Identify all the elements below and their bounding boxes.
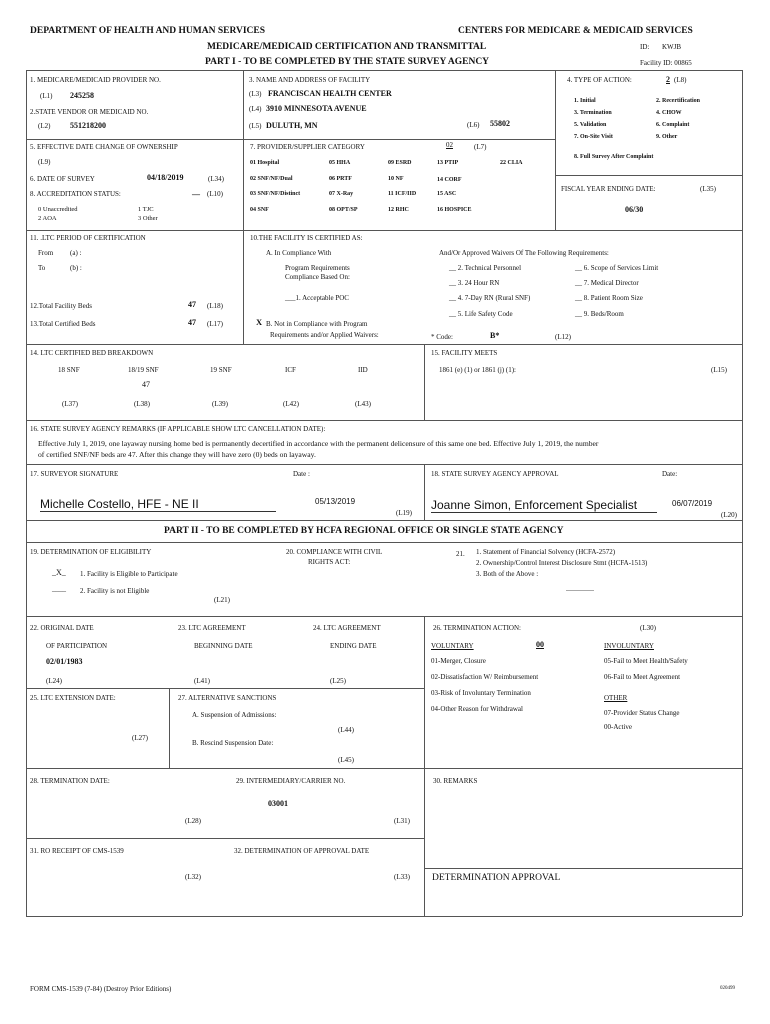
category-opt: 16 HOSPICE	[437, 207, 472, 213]
agency-approval-label: 18. STATE SURVEY AGENCY APPROVAL	[431, 470, 559, 478]
termination-date-code: (L28)	[185, 817, 201, 825]
survey-date-value: 04/18/2019	[147, 173, 184, 182]
agency-date: 06/07/2019	[672, 499, 713, 508]
ltc-from-a: (a) :	[70, 249, 82, 257]
ltc-to-b: (b) :	[70, 264, 82, 272]
voluntary-opt: 02-Dissatisfaction W/ Reimbursement	[431, 673, 539, 681]
provider-no-label: 1. MEDICARE/MEDICAID PROVIDER NO.	[30, 76, 161, 84]
bed-value: 47	[142, 380, 150, 389]
certified-as-label: 10.THE FACILITY IS CERTIFIED AS:	[250, 234, 363, 242]
survey-date-code: (L34)	[208, 175, 224, 183]
provider-category-label: 7. PROVIDER/SUPPLIER CATEGORY	[250, 143, 365, 151]
noncompliance-b2: Requirements and/or Applied Waivers:	[270, 331, 379, 339]
civil-rights-label-2: RIGHTS ACT:	[308, 558, 351, 566]
agency-signature: Joanne Simon, Enforcement Specialist	[431, 498, 657, 513]
alt-sanction-b: B. Rescind Suspension Date:	[192, 739, 274, 747]
not-eligible-mark: ____	[52, 585, 66, 593]
code-label: * Code:	[431, 333, 453, 341]
category-opt: 08 OPT/SP	[329, 207, 358, 213]
waivers-label: And/Or Approved Waivers Of The Following Requirements:	[439, 249, 609, 257]
facility-id: Facility ID: 00865	[640, 59, 692, 67]
action-opt: 3. Termination	[574, 110, 612, 116]
category-opt: 15 ASC	[437, 191, 457, 197]
dept-heading: DEPARTMENT OF HEALTH AND HUMAN SERVICES	[30, 26, 266, 36]
voluntary-opt: 01-Merger, Closure	[431, 657, 486, 665]
ltc-ext-label: 25. LTC EXTENSION DATE:	[30, 694, 116, 702]
surveyor-code: (L19)	[396, 509, 412, 517]
total-beds-label: 12.Total Facility Beds	[30, 302, 92, 310]
accreditation-opt: 1 TJC	[138, 206, 154, 213]
bed-code: (L42)	[283, 400, 299, 408]
waiver-item: __ 2. Technical Personnel	[449, 264, 522, 272]
voluntary-opt: 04-Other Reason for Withdrawal	[431, 705, 523, 713]
program-req: Program Requirements	[285, 264, 350, 272]
other-opt: 00-Active	[604, 723, 632, 731]
action-opt: 4. CHOW	[656, 110, 682, 116]
eligibility-code: (L21)	[214, 596, 230, 604]
facility-l5-code: (L5)	[249, 122, 262, 130]
remarks-30-label: 30. REMARKS	[433, 777, 478, 785]
other-label: OTHER	[604, 694, 628, 702]
remarks-line-1: Effective July 1, 2019, one layaway nursing home bed is permanently decertified in accordance with the permanent delicensure of this same one bed. Effective July 1, 2019, the number	[38, 439, 599, 448]
original-date-code: (L24)	[46, 677, 62, 685]
vendor-no-code: (L2)	[38, 122, 51, 130]
vendor-no-label: 2.STATE VENDOR OR MEDICAID NO.	[30, 108, 149, 116]
certified-beds-code: (L17)	[207, 320, 223, 328]
facility-meets-text: 1861 (e) (1) or 1861 (j) (1):	[439, 366, 516, 374]
facility-l3-code: (L3)	[249, 90, 262, 98]
ltc-beds-label: 14. LTC CERTIFIED BED BREAKDOWN	[30, 349, 154, 357]
acceptable-poc: ___1. Acceptable POC	[285, 294, 349, 302]
remarks-line-2: of certified SNF/NF beds are 47. After this change they will have zero (0) beds on layaway.	[38, 450, 316, 459]
action-opt: 2. Recertification	[656, 98, 700, 104]
facility-name: FRANCISCAN HEALTH CENTER	[268, 89, 392, 98]
ltc-begin-sub: BEGINNING DATE	[194, 642, 253, 650]
item21-option: 2. Ownership/Control Interest Disclosure Stmt (HCFA-1513)	[476, 559, 648, 567]
waiver-item: __ 4. 7-Day RN (Rural SNF)	[449, 294, 531, 302]
form-title: MEDICARE/MEDICAID CERTIFICATION AND TRANSMITTAL	[207, 42, 487, 52]
original-date-sub: OF PARTICIPATION	[46, 642, 108, 650]
id-label: ID:	[640, 43, 650, 51]
not-eligible-option: 2. Facility is not Eligible	[80, 587, 150, 595]
survey-date-label: 6. DATE OF SURVEY	[30, 175, 95, 183]
provider-category-value: 02	[446, 141, 453, 149]
approval-date-label: 32. DETERMINATION OF APPROVAL DATE	[234, 847, 370, 855]
facility-zip: 55802	[490, 119, 510, 128]
item21-option: 1. Statement of Financial Solvency (HCFA-2572)	[476, 548, 616, 556]
bed-code: (L39)	[212, 400, 228, 408]
other-opt: 07-Provider Status Change	[604, 709, 680, 717]
eligible-mark: _X_	[52, 568, 66, 577]
ltc-end-code: (L25)	[330, 677, 346, 685]
fiscal-year-label: FISCAL YEAR ENDING DATE:	[561, 185, 656, 193]
carrier-value: 03001	[268, 799, 288, 808]
waiver-item: __ 3. 24 Hour RN	[449, 279, 500, 287]
termination-date-label: 28. TERMINATION DATE:	[30, 777, 110, 785]
remarks-label: 16. STATE SURVEY AGENCY REMARKS (IF APPLICABLE SHOW LTC CANCELLATION DATE):	[30, 425, 326, 433]
category-opt: 03 SNF/NF/Distinct	[250, 191, 301, 197]
accreditation-opt: 0 Unaccredited	[38, 206, 78, 213]
category-opt: 14 CORF	[437, 177, 462, 183]
alt-l45: (L45)	[338, 756, 354, 764]
ro-receipt-label: 31. RO RECEIPT OF CMS-1539	[30, 847, 124, 855]
action-type-label: 4. TYPE OF ACTION:	[567, 76, 632, 84]
bed-col: ICF	[285, 366, 296, 374]
footer-number: 020499	[720, 986, 735, 991]
ltc-end-label: 24. LTC AGREEMENT	[313, 624, 381, 632]
category-opt: 09 ESRD	[388, 160, 412, 166]
provider-no-value: 245258	[70, 91, 94, 100]
determination-approval: DETERMINATION APPROVAL	[432, 873, 561, 883]
ltc-to-label: To	[38, 264, 46, 272]
action-opt: 7. On-Site Visit	[574, 134, 613, 140]
surveyor-signature: Michelle Costello, HFE - NE II	[40, 497, 276, 512]
category-opt: 06 PRTF	[329, 176, 352, 182]
bed-code: (L43)	[355, 400, 371, 408]
action-opt: 1. Initial	[574, 98, 596, 104]
part2-heading: PART II - TO BE COMPLETED BY HCFA REGIONAL OFFICE OR SINGLE STATE AGENCY	[164, 526, 564, 536]
waiver-item: __ 6. Scope of Services Limit	[575, 264, 659, 272]
ltc-ext-code: (L27)	[132, 734, 148, 742]
accreditation-label: 8. ACCREDITATION STATUS:	[30, 190, 121, 198]
footer-form: FORM CMS-1539 (7-84) (Destroy Prior Editions)	[30, 985, 172, 993]
category-opt: 10 NF	[388, 176, 404, 182]
action-opt: 9. Other	[656, 134, 678, 140]
eligible-option: 1. Facility is Eligible to Participate	[80, 570, 178, 578]
vendor-no-value: 551218200	[70, 121, 106, 130]
bed-col: 18 SNF	[58, 366, 80, 374]
waiver-item: __ 9. Beds/Room	[575, 310, 624, 318]
involuntary-opt: 06-Fail to Meet Agreement	[604, 673, 681, 681]
action-opt: 5. Validation	[574, 122, 607, 128]
id-value: KWJB	[662, 43, 682, 51]
involuntary-label: INVOLUNTARY	[604, 642, 654, 650]
bed-code: (L38)	[134, 400, 150, 408]
fiscal-year-value: 06/30	[625, 205, 644, 214]
carrier-label: 29. INTERMEDIARY/CARRIER NO.	[236, 777, 346, 785]
action-opt: 6. Complaint	[656, 122, 690, 128]
ltc-from-label: From	[38, 249, 54, 257]
original-date-label: 22. ORIGINAL DATE	[30, 624, 94, 632]
action-type-value: 2	[666, 75, 670, 84]
surveyor-date: 05/13/2019	[315, 497, 356, 506]
alt-sanction-a: A. Suspension of Admissions:	[192, 711, 277, 719]
category-opt: 05 HHA	[329, 160, 351, 166]
facility-meets-code: (L15)	[711, 366, 727, 374]
waiver-item: __ 5. Life Safety Code	[449, 310, 513, 318]
cms-heading: CENTERS FOR MEDICARE & MEDICAID SERVICES	[458, 26, 693, 36]
fiscal-year-code: (L35)	[700, 185, 716, 193]
surveyor-date-label: Date :	[293, 470, 310, 478]
action-opt: 8. Full Survey After Complaint	[574, 154, 654, 160]
facility-l4-code: (L4)	[249, 105, 262, 113]
alt-sanctions-label: 27. ALTERNATIVE SANCTIONS	[178, 694, 277, 702]
total-beds-code: (L18)	[207, 302, 223, 310]
bed-col: 18/19 SNF	[128, 366, 159, 374]
bed-col: IID	[358, 366, 368, 374]
facility-name-label: 3. NAME AND ADDRESS OF FACILITY	[249, 76, 371, 84]
voluntary-opt: 03-Risk of Involuntary Termination	[431, 689, 531, 697]
waiver-item: __ 8. Patient Room Size	[575, 294, 643, 302]
category-opt: 22 CLIA	[500, 160, 523, 166]
provider-no-code: (L1)	[40, 92, 53, 100]
facility-street: 3910 MINNESOTA AVENUE	[266, 104, 367, 113]
civil-rights-label: 20. COMPLIANCE WITH CIVIL	[286, 548, 383, 556]
accreditation-code: (L10)	[207, 190, 223, 198]
cho-date-label: 5. EFFECTIVE DATE CHANGE OF OWNERSHIP	[30, 143, 178, 151]
approval-date-code: (L33)	[394, 873, 410, 881]
noncompliance-b1: B. Not in Compliance with Program	[266, 320, 368, 328]
compliance-based: Compliance Based On:	[285, 273, 350, 281]
cho-date-code: (L9)	[38, 158, 51, 166]
ltc-end-sub: ENDING DATE	[330, 642, 377, 650]
bed-col: 19 SNF	[210, 366, 232, 374]
provider-category-code: (L7)	[474, 143, 487, 151]
category-opt: 13 PTIP	[437, 160, 459, 166]
involuntary-opt: 05-Fail to Meet Health/Safety	[604, 657, 688, 665]
category-opt: 02 SNF/NF/Dual	[250, 176, 293, 182]
item21-label: 21.	[456, 550, 465, 558]
agency-code: (L20)	[721, 511, 737, 519]
termination-action-label: 26. TERMINATION ACTION:	[433, 624, 521, 632]
total-beds-value: 47	[188, 300, 196, 309]
compliance-a: A. In Compliance With	[266, 249, 332, 257]
ltc-begin-code: (L41)	[194, 677, 210, 685]
agency-date-label: Date:	[662, 470, 678, 478]
facility-meets-label: 15. FACILITY MEETS	[431, 349, 498, 357]
termination-value: 00	[536, 640, 544, 649]
category-opt: 04 SNF	[250, 207, 269, 213]
action-type-code: (L8)	[674, 76, 687, 84]
certified-beds-label: 13.Total Certified Beds	[30, 320, 96, 328]
accreditation-opt: 3 Other	[138, 215, 158, 222]
eligibility-label: 19. DETERMINATION OF ELIGIBILITY	[30, 548, 152, 556]
category-opt: 12 RHC	[388, 207, 409, 213]
voluntary-label: VOLUNTARY	[431, 642, 474, 650]
ltc-period-label: 11. .LTC PERIOD OF CERTIFICATION	[30, 234, 146, 242]
code-l12: (L12)	[555, 333, 571, 341]
part1-heading: PART I - TO BE COMPLETED BY THE STATE SURVEY AGENCY	[205, 57, 490, 67]
accreditation-value: __	[192, 187, 200, 196]
bed-code: (L37)	[62, 400, 78, 408]
code-value: B*	[490, 331, 500, 340]
ltc-begin-label: 23. LTC AGREEMENT	[178, 624, 246, 632]
noncompliance-mark: X	[256, 317, 263, 327]
category-opt: 11 ICF/IID	[388, 191, 417, 197]
original-date-value: 02/01/1983	[46, 657, 83, 666]
termination-action-code: (L30)	[640, 624, 656, 632]
category-opt: 01 Hospital	[250, 160, 280, 166]
ro-receipt-code: (L32)	[185, 873, 201, 881]
carrier-code: (L31)	[394, 817, 410, 825]
certified-beds-value: 47	[188, 318, 196, 327]
facility-city: DULUTH, MN	[266, 121, 318, 130]
facility-l6-code: (L6)	[467, 121, 480, 129]
accreditation-opt: 2 AOA	[38, 215, 57, 222]
category-opt: 07 X-Ray	[329, 191, 354, 197]
alt-l44: (L44)	[338, 726, 354, 734]
item21-option: 3. Both of the Above :	[476, 570, 539, 578]
waiver-item: __ 7. Medical Director	[575, 279, 639, 287]
surveyor-sig-label: 17. SURVEYOR SIGNATURE	[30, 470, 119, 478]
